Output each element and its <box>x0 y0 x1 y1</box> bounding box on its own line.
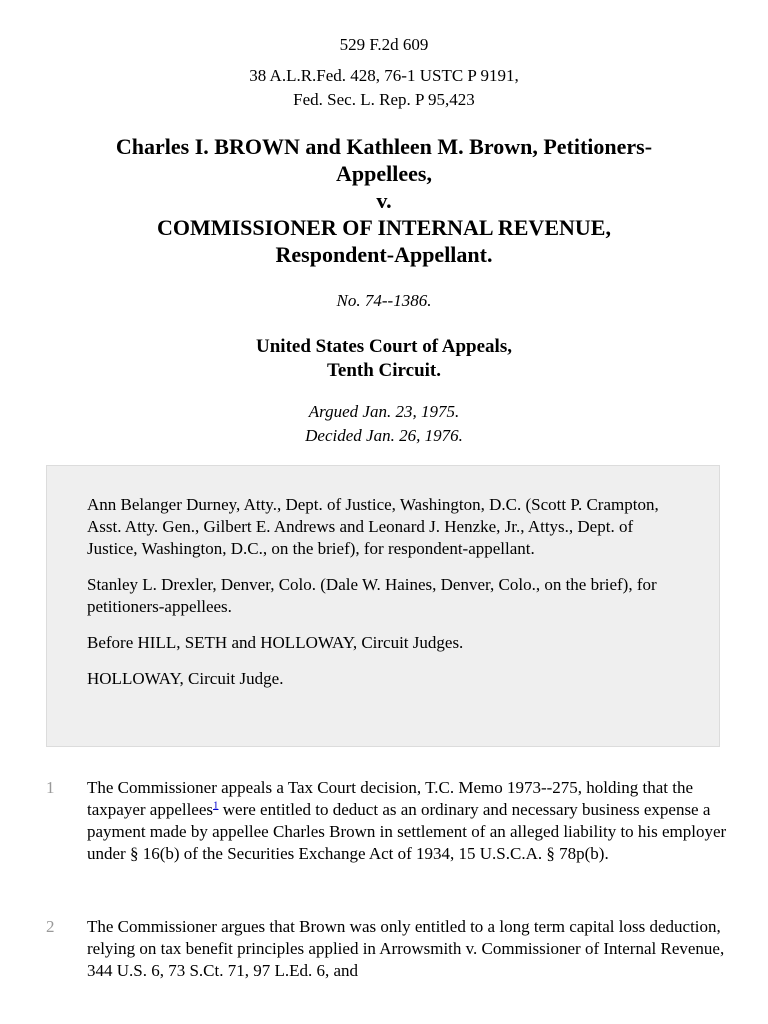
paragraph-text <box>87 777 727 865</box>
paragraph-text-part: were entitled to deduct as an ordinary and necessary business expense a payment made by appellee Charles Brown in settlement of an alleged liability to his employer under § 16(b) of the Securities Exchange Act of 1934, 15 U.S.C.A. § 78p(b). <box>87 800 727 863</box>
caption-versus: v. <box>376 188 392 213</box>
caption-petitioners: Charles I. BROWN and Kathleen M. Brown, Petitioners- <box>115 134 653 159</box>
counsel-box <box>46 465 720 747</box>
paragraph-number: 1 <box>46 778 55 797</box>
paragraph-text: The Commissioner argues that Brown was only entitled to a long term capital loss deduction, relying on tax benefit principles applied in Arrowsmith v. Commissioner of Internal Revenue, 344 U.S. 6, 73 S.Ct. 71, 97 L.Ed. 6, and <box>87 917 725 980</box>
argued-date: Argued Jan. 23, 1975. <box>308 402 460 421</box>
case-dates <box>0 400 768 448</box>
case-caption <box>60 133 708 268</box>
paragraph-text-part: The Commissioner appeals a Tax Court decision, T.C. Memo 1973--275, holding that the taxpayer appellees <box>87 778 693 819</box>
caption-respondent-role: Respondent-Appellant. <box>275 242 493 267</box>
caption-petitioners-role: Appellees, <box>336 161 432 186</box>
footnote-link[interactable]: 1 <box>213 799 219 812</box>
parallel-citation-line: Fed. Sec. L. Rep. P 95,423 <box>293 90 475 109</box>
court-name <box>0 335 768 383</box>
counsel-petitioners: Stanley L. Drexler, Denver, Colo. (Dale W. Haines, Denver, Colo., on the brief), for petitioners-appellees. <box>87 575 657 616</box>
parallel-citations <box>0 64 768 112</box>
court-circuit-line: Tenth Circuit. <box>326 360 442 381</box>
caption-respondent: COMMISSIONER OF INTERNAL REVENUE, <box>157 215 611 240</box>
court-name-line: United States Court of Appeals, <box>256 336 512 357</box>
parallel-citation-line: 38 A.L.R.Fed. 428, 76-1 USTC P 9191, <box>249 66 519 85</box>
docket-number: No. 74--1386. <box>336 291 432 310</box>
case-citation: 529 F.2d 609 <box>339 35 429 54</box>
opinion-author: HOLLOWAY, Circuit Judge. <box>87 669 284 688</box>
panel-judges: Before HILL, SETH and HOLLOWAY, Circuit Judges. <box>87 633 464 652</box>
paragraph-number: 2 <box>46 917 55 936</box>
decided-date: Decided Jan. 26, 1976. <box>305 426 463 445</box>
counsel-respondent: Ann Belanger Durney, Atty., Dept. of Justice, Washington, D.C. (Scott P. Crampton, Asst. Atty. Gen., Gilbert E. Andrews and Leonard J. Henzke, Jr., Attys., Dept. of Justice, Washington, D.C., on the brief), for respondent-appellant. <box>87 495 659 558</box>
